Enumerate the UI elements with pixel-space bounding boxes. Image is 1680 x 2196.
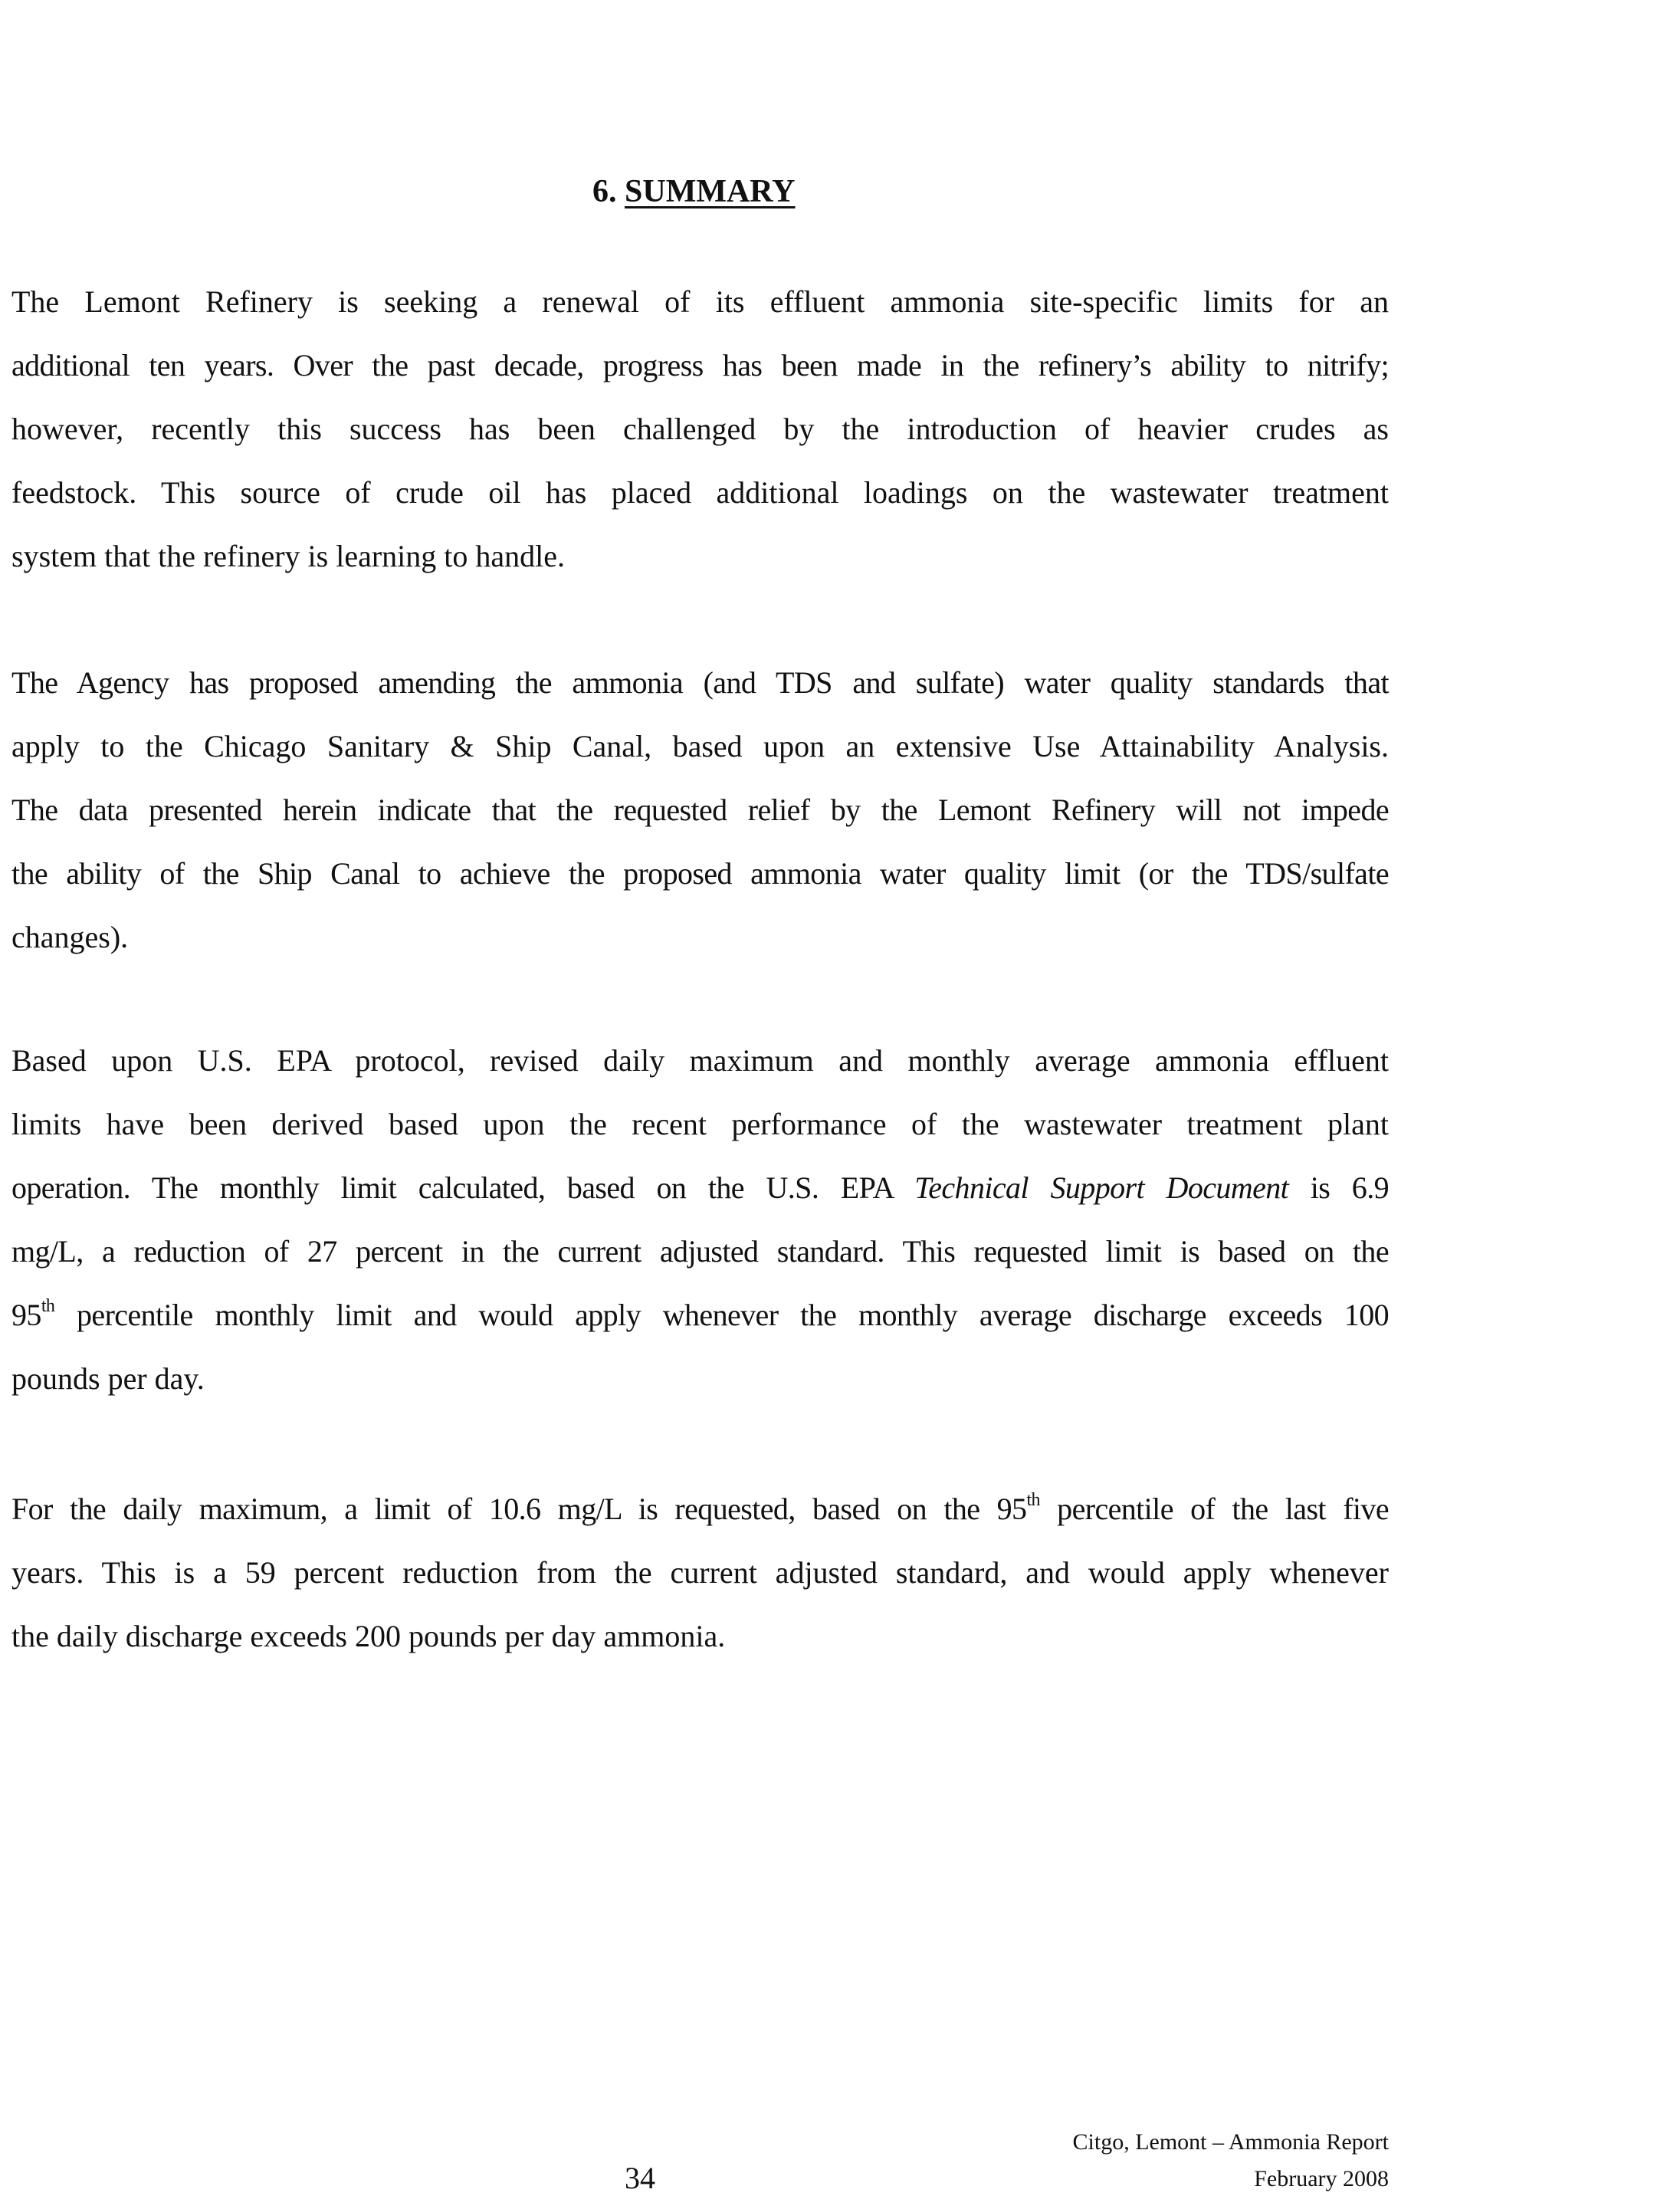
paragraph-2	[11, 651, 1389, 969]
text-line	[11, 1283, 1389, 1347]
text-line: changes).	[11, 920, 129, 954]
superscript: th	[41, 1296, 55, 1316]
text-line: mg/L, a reduction of 27 percent in the current adjusted standard. This requested limit is based on the	[11, 1234, 1389, 1269]
text-line: feedstock. This source of crude oil has placed additional loadings on the wastewater treatment	[11, 475, 1389, 510]
text-segment: percentile monthly limit and would apply whenever the monthly average discharge exceeds 100	[54, 1298, 1389, 1332]
text-line: apply to the Chicago Sanitary & Ship Canal, based upon an extensive Use Attainability Analysis.	[11, 729, 1389, 763]
text-line: years. This is a 59 percent reduction from the current adjusted standard, and would apply whenever	[11, 1555, 1389, 1590]
text-line: however, recently this success has been challenged by the introduction of heavier crudes as	[11, 412, 1389, 446]
section-title: SUMMARY	[625, 174, 796, 209]
text-line	[11, 1477, 1389, 1541]
text-line	[11, 1156, 1389, 1219]
section-heading	[592, 173, 796, 210]
superscript: th	[1026, 1490, 1040, 1510]
text-segment: is 6.9	[1288, 1170, 1389, 1205]
paragraph-1	[11, 270, 1389, 588]
text-line: The Agency has proposed amending the ammonia (and TDS and sulfate) water quality standards that	[11, 665, 1389, 700]
text-line: Based upon U.S. EPA protocol, revised daily maximum and monthly average ammonia effluent	[11, 1043, 1389, 1078]
text-line: additional ten years. Over the past decade, progress has been made in the refinery’s ability to nitrify;	[11, 348, 1389, 382]
document-title-italic: Technical Support Document	[914, 1170, 1289, 1205]
section-number: 6.	[592, 174, 617, 209]
paragraph-3	[11, 1029, 1389, 1410]
text-segment: 95	[11, 1298, 41, 1332]
paragraph-4	[11, 1477, 1389, 1668]
text-line: the ability of the Ship Canal to achieve the proposed ammonia water quality limit (or the TDS/sulfate	[11, 856, 1389, 891]
text-line: pounds per day.	[11, 1361, 205, 1396]
page-number: 34	[625, 2161, 655, 2195]
text-segment: operation. The monthly limit calculated, based on the U.S. EPA	[11, 1170, 915, 1205]
text-line: The data presented herein indicate that the requested relief by the Lemont Refinery will not impede	[11, 793, 1389, 827]
text-segment: percentile of the last five	[1039, 1492, 1389, 1526]
text-line: the daily discharge exceeds 200 pounds per day ammonia.	[11, 1619, 726, 1653]
text-line: The Lemont Refinery is seeking a renewal of its effluent ammonia site-specific limits for an	[11, 284, 1389, 319]
footer-date: February 2008	[1254, 2166, 1389, 2191]
footer-report-title: Citgo, Lemont – Ammonia Report	[1072, 2129, 1389, 2155]
text-line: limits have been derived based upon the recent performance of the wastewater treatment plant	[11, 1107, 1389, 1141]
text-segment: For the daily maximum, a limit of 10.6 mg/L is requested, based on the 95	[11, 1492, 1027, 1526]
text-line: system that the refinery is learning to handle.	[11, 539, 566, 573]
